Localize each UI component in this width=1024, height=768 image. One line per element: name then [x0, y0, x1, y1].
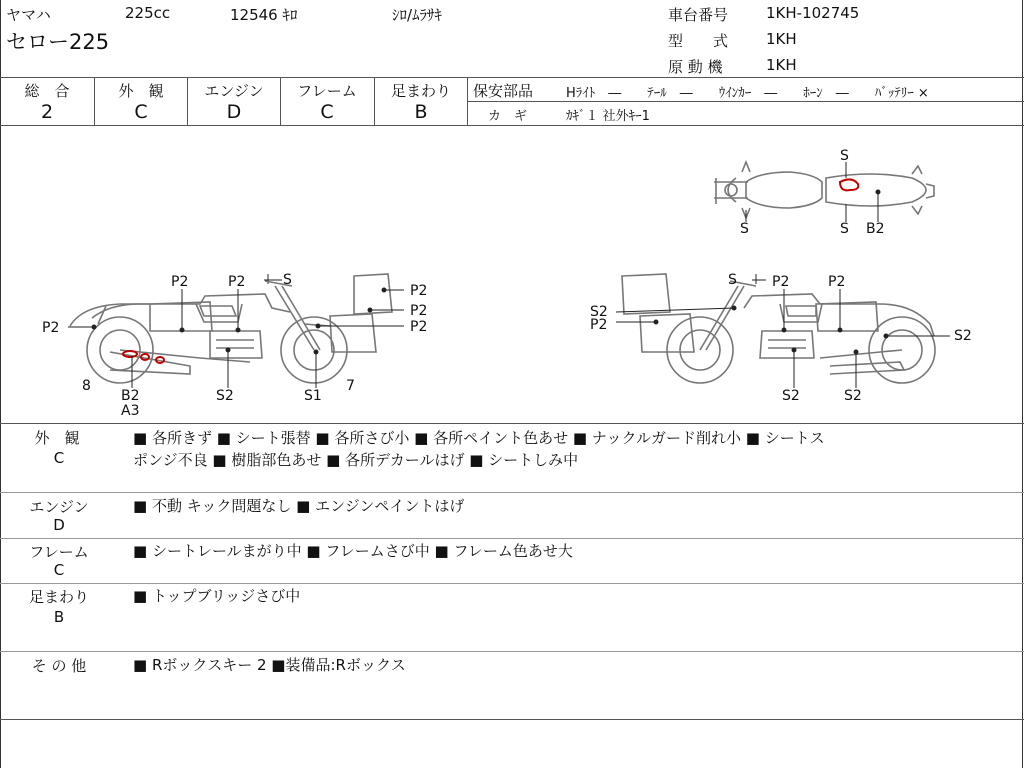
safety-parts-items: Hﾗｲﾄ ― ﾃｰﾙ ― ｳｲﾝｶｰ ― ﾎｰﾝ ― ﾊﾞｯﾃﾘｰ × [566, 86, 929, 101]
mileage: 12546 ｷﾛ [230, 6, 298, 24]
top-view-labels [740, 148, 885, 237]
right-bike-labels [590, 272, 972, 404]
left-label-b2: B2 [121, 388, 140, 404]
engine-model-label: 原 動 機 [668, 58, 723, 76]
top-view-leader-lines [746, 162, 880, 222]
right-label-p2-box: P2 [590, 317, 608, 333]
right-label-s2-tail: S2 [954, 328, 972, 344]
section-frame-notes: ■ シートレールまがり中 ■ フレームさび中 ■ フレーム色あせ大 [133, 542, 573, 560]
left-label-p2-tail: P2 [42, 320, 60, 336]
type-value: 1KH [766, 30, 797, 48]
left-label-s1-front: S1 [304, 388, 322, 404]
left-label-p2-tank: P2 [228, 274, 246, 290]
left-label-p2-box-top: P2 [410, 283, 428, 299]
safety-parts-label: 保安部品 [473, 82, 534, 100]
section-other-title: そ の 他 [31, 657, 87, 675]
top-label-s-front: S [740, 221, 749, 237]
top-label-b2: B2 [866, 221, 885, 237]
section-other-notes: ■ Rボックスキー 2 ■装備品:Rボックス [133, 656, 406, 674]
section-line-2 [0, 538, 1024, 539]
section-line-1 [0, 492, 1024, 493]
section-exterior-grade: C [53, 449, 65, 467]
top-view-damage-mark [840, 179, 858, 190]
frame-no-value: 1KH-102745 [766, 4, 860, 22]
diagram-bottom-line [0, 423, 1024, 424]
section-suspension-title: 足まわり [28, 588, 89, 606]
section-engine-notes: ■ 不動 キック問題なし ■ エンジンペイントはげ [133, 497, 465, 515]
section-engine-title: エンジン [29, 498, 89, 516]
section-exterior-notes-line1: ■ 各所きず ■ シート張替 ■ 各所さび小 ■ 各所ペイント色あせ ■ ナックルガード削れ小 ■ シートス [133, 429, 825, 447]
grade-overall-label: 総 合 [24, 82, 70, 100]
grade-exterior-value: C [134, 101, 148, 123]
grade-suspension-label: 足まわり [390, 82, 451, 100]
right-label-p2-seat: P2 [828, 274, 846, 290]
section-suspension-notes: ■ トップブリッジさび中 [133, 587, 301, 605]
right-label-s2-engine: S2 [782, 388, 800, 404]
left-label-s2-engine: S2 [216, 388, 234, 404]
left-label-8: 8 [82, 378, 91, 394]
color: ｼﾛ/ﾑﾗｻｷ [392, 6, 443, 24]
grade-engine-label: エンジン [204, 82, 264, 100]
header-bottom-line [0, 77, 1024, 78]
right-side-bike [622, 274, 935, 383]
grade-exterior-label: 外 観 [118, 82, 164, 100]
key-label: カ ギ [488, 109, 528, 124]
left-label-p2-fork: P2 [410, 319, 428, 335]
left-side-bike [70, 274, 392, 383]
section-exterior-title: 外 観 [34, 429, 80, 447]
grade-engine-value: D [226, 101, 242, 123]
right-label-s2-muffler: S2 [844, 388, 862, 404]
grade-frame-value: C [320, 101, 334, 123]
outer-right-border [1022, 0, 1023, 768]
frame-no-label: 車台番号 [668, 6, 729, 24]
displacement: 225cc [125, 4, 171, 22]
section-line-4 [0, 651, 1024, 652]
section-line-3 [0, 583, 1024, 584]
section-line-5 [0, 719, 1024, 720]
left-label-p2-box-mid: P2 [410, 303, 428, 319]
section-suspension-grade: B [53, 608, 65, 626]
left-label-p2-seat: P2 [171, 274, 189, 290]
grades-mid-line [468, 101, 1024, 102]
top-label-s-bottom: S [840, 221, 849, 237]
grade-suspension-value: B [414, 101, 428, 123]
top-view-bike [714, 162, 934, 218]
grade-divider-5 [467, 78, 468, 125]
model-name: セロー225 [6, 30, 110, 54]
left-label-s-mirror: S [283, 272, 292, 288]
right-bike-leader-lines [616, 280, 950, 388]
left-label-a3: A3 [121, 403, 140, 419]
right-label-s2-fork: S2 [590, 304, 608, 320]
right-label-s-mirror: S [728, 272, 737, 288]
section-engine-grade: D [53, 516, 65, 534]
engine-model-value: 1KH [766, 56, 797, 74]
maker-name: ヤマハ [6, 6, 51, 24]
section-frame-grade: C [53, 561, 65, 579]
left-label-7: 7 [346, 378, 355, 394]
top-label-s-top: S [840, 148, 849, 164]
damage-diagram [0, 126, 1022, 422]
section-frame-title: フレーム [29, 543, 89, 561]
grade-frame-label: フレーム [297, 82, 357, 100]
section-exterior-notes-line2: ポンジ不良 ■ 樹脂部色あせ ■ 各所デカールはげ ■ シートしみ中 [133, 451, 579, 469]
type-label: 型 式 [668, 32, 729, 50]
grade-overall-value: 2 [40, 101, 54, 123]
key-value: ｶｷﾞ１ 社外ｷｰ1 [566, 109, 650, 124]
right-label-p2-tank: P2 [772, 274, 790, 290]
